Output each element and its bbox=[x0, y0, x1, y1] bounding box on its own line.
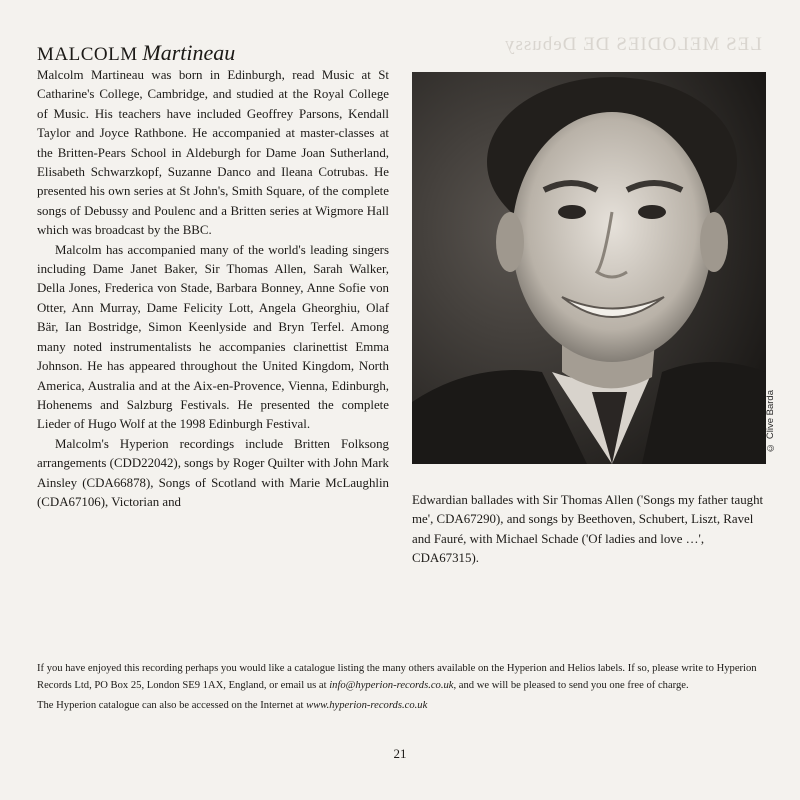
internet-text: The Hyperion catalogue can also be accessed on the Internet at bbox=[37, 700, 304, 711]
page-number: 21 bbox=[393, 746, 407, 761]
catalogue-paragraph bbox=[37, 660, 767, 694]
bio-paragraph-2: Malcolm has accompanied many of the world's leading singers including Dame Janet Baker, Sir Thomas Allen, Sarah Walker, Della Jones, Frederica von Stade, Barbara Bonney, Anne Sofie von Otter, Ann Murray, Dame Felicity Lott, Angela Gheorghiu, Olaf Bär, Ian Bostridge, Simon Keenlyside and Bryn Terfel. Among many noted instrumentalists he accompanies clarinettist Emma Johnson. He has appeared throughout the United Kingdom, North America, Australia and at the Aix-en-Provence, Vienna, Edinburgh, Hohenems and Salzburg Festivals. He presented the complete Lieder of Hugo Wolf at the 1998 Edinburgh Festival. bbox=[37, 242, 389, 432]
website-link[interactable]: www.hyperion-records.co.uk bbox=[306, 700, 428, 711]
biography-column bbox=[37, 66, 389, 512]
bio-paragraph-1: Malcolm Martineau was born in Edinburgh, read Music at St Catharine's College, Cambridge, and studied at the Royal College of Music. His teachers have included Geoffrey Parsons, Kendall Taylor and Joyce Rathbone. He accompanied at master-classes at the Britten-Pears School in Aldeburgh for Dame Joan Sutherland, Elisabeth Schwarzkopf, Suzanne Danco and Ileana Cotrubas. He presented his own series at St John's, Smith Square, of the complete songs of Debussy and Poulenc and a Britten series at Wigmore Hall which was broadcast by the BBC. bbox=[37, 68, 389, 238]
title-first-name: MALCOLM bbox=[37, 44, 138, 65]
catalogue-tail: , and we will be pleased to send you one free of charge. bbox=[453, 680, 689, 691]
internet-paragraph bbox=[37, 697, 767, 714]
catalogue-text: If you have enjoyed this recording perhaps you would like a catalogue listing the many others available on the Hyperion and Helios labels. If so, please write to Hyperion Records Ltd, PO Box 25, London SE9 1AX, England, or email us at bbox=[37, 663, 757, 691]
photo-credit: © Clive Barda bbox=[765, 390, 776, 453]
email-link[interactable]: info@hyperion-records.co.uk bbox=[329, 680, 454, 691]
bio-continuation: Edwardian ballades with Sir Thomas Allen ('Songs my father taught me', CDA67290), and songs by Beethoven, Schubert, Liszt, Ravel and Fauré, with Michael Schade ('Of ladies and love …', CDA67315). bbox=[412, 493, 764, 566]
portrait-illustration bbox=[412, 72, 766, 464]
title-last-name: Martineau bbox=[142, 40, 236, 65]
catalogue-notice bbox=[37, 660, 767, 714]
continuation-column bbox=[412, 491, 766, 569]
page-title bbox=[37, 40, 235, 66]
bio-paragraph-3: Malcolm's Hyperion recordings include Britten Folksong arrangements (CDD22042), songs by Roger Quilter with John Mark Ainsley (CDA66878), Songs of Scotland with Marie McLaughlin (CDA67106), Victorian and bbox=[37, 436, 389, 509]
bleed-through-heading: LES MELODIES DE Debussy bbox=[504, 34, 762, 55]
portrait-photo bbox=[412, 72, 766, 464]
